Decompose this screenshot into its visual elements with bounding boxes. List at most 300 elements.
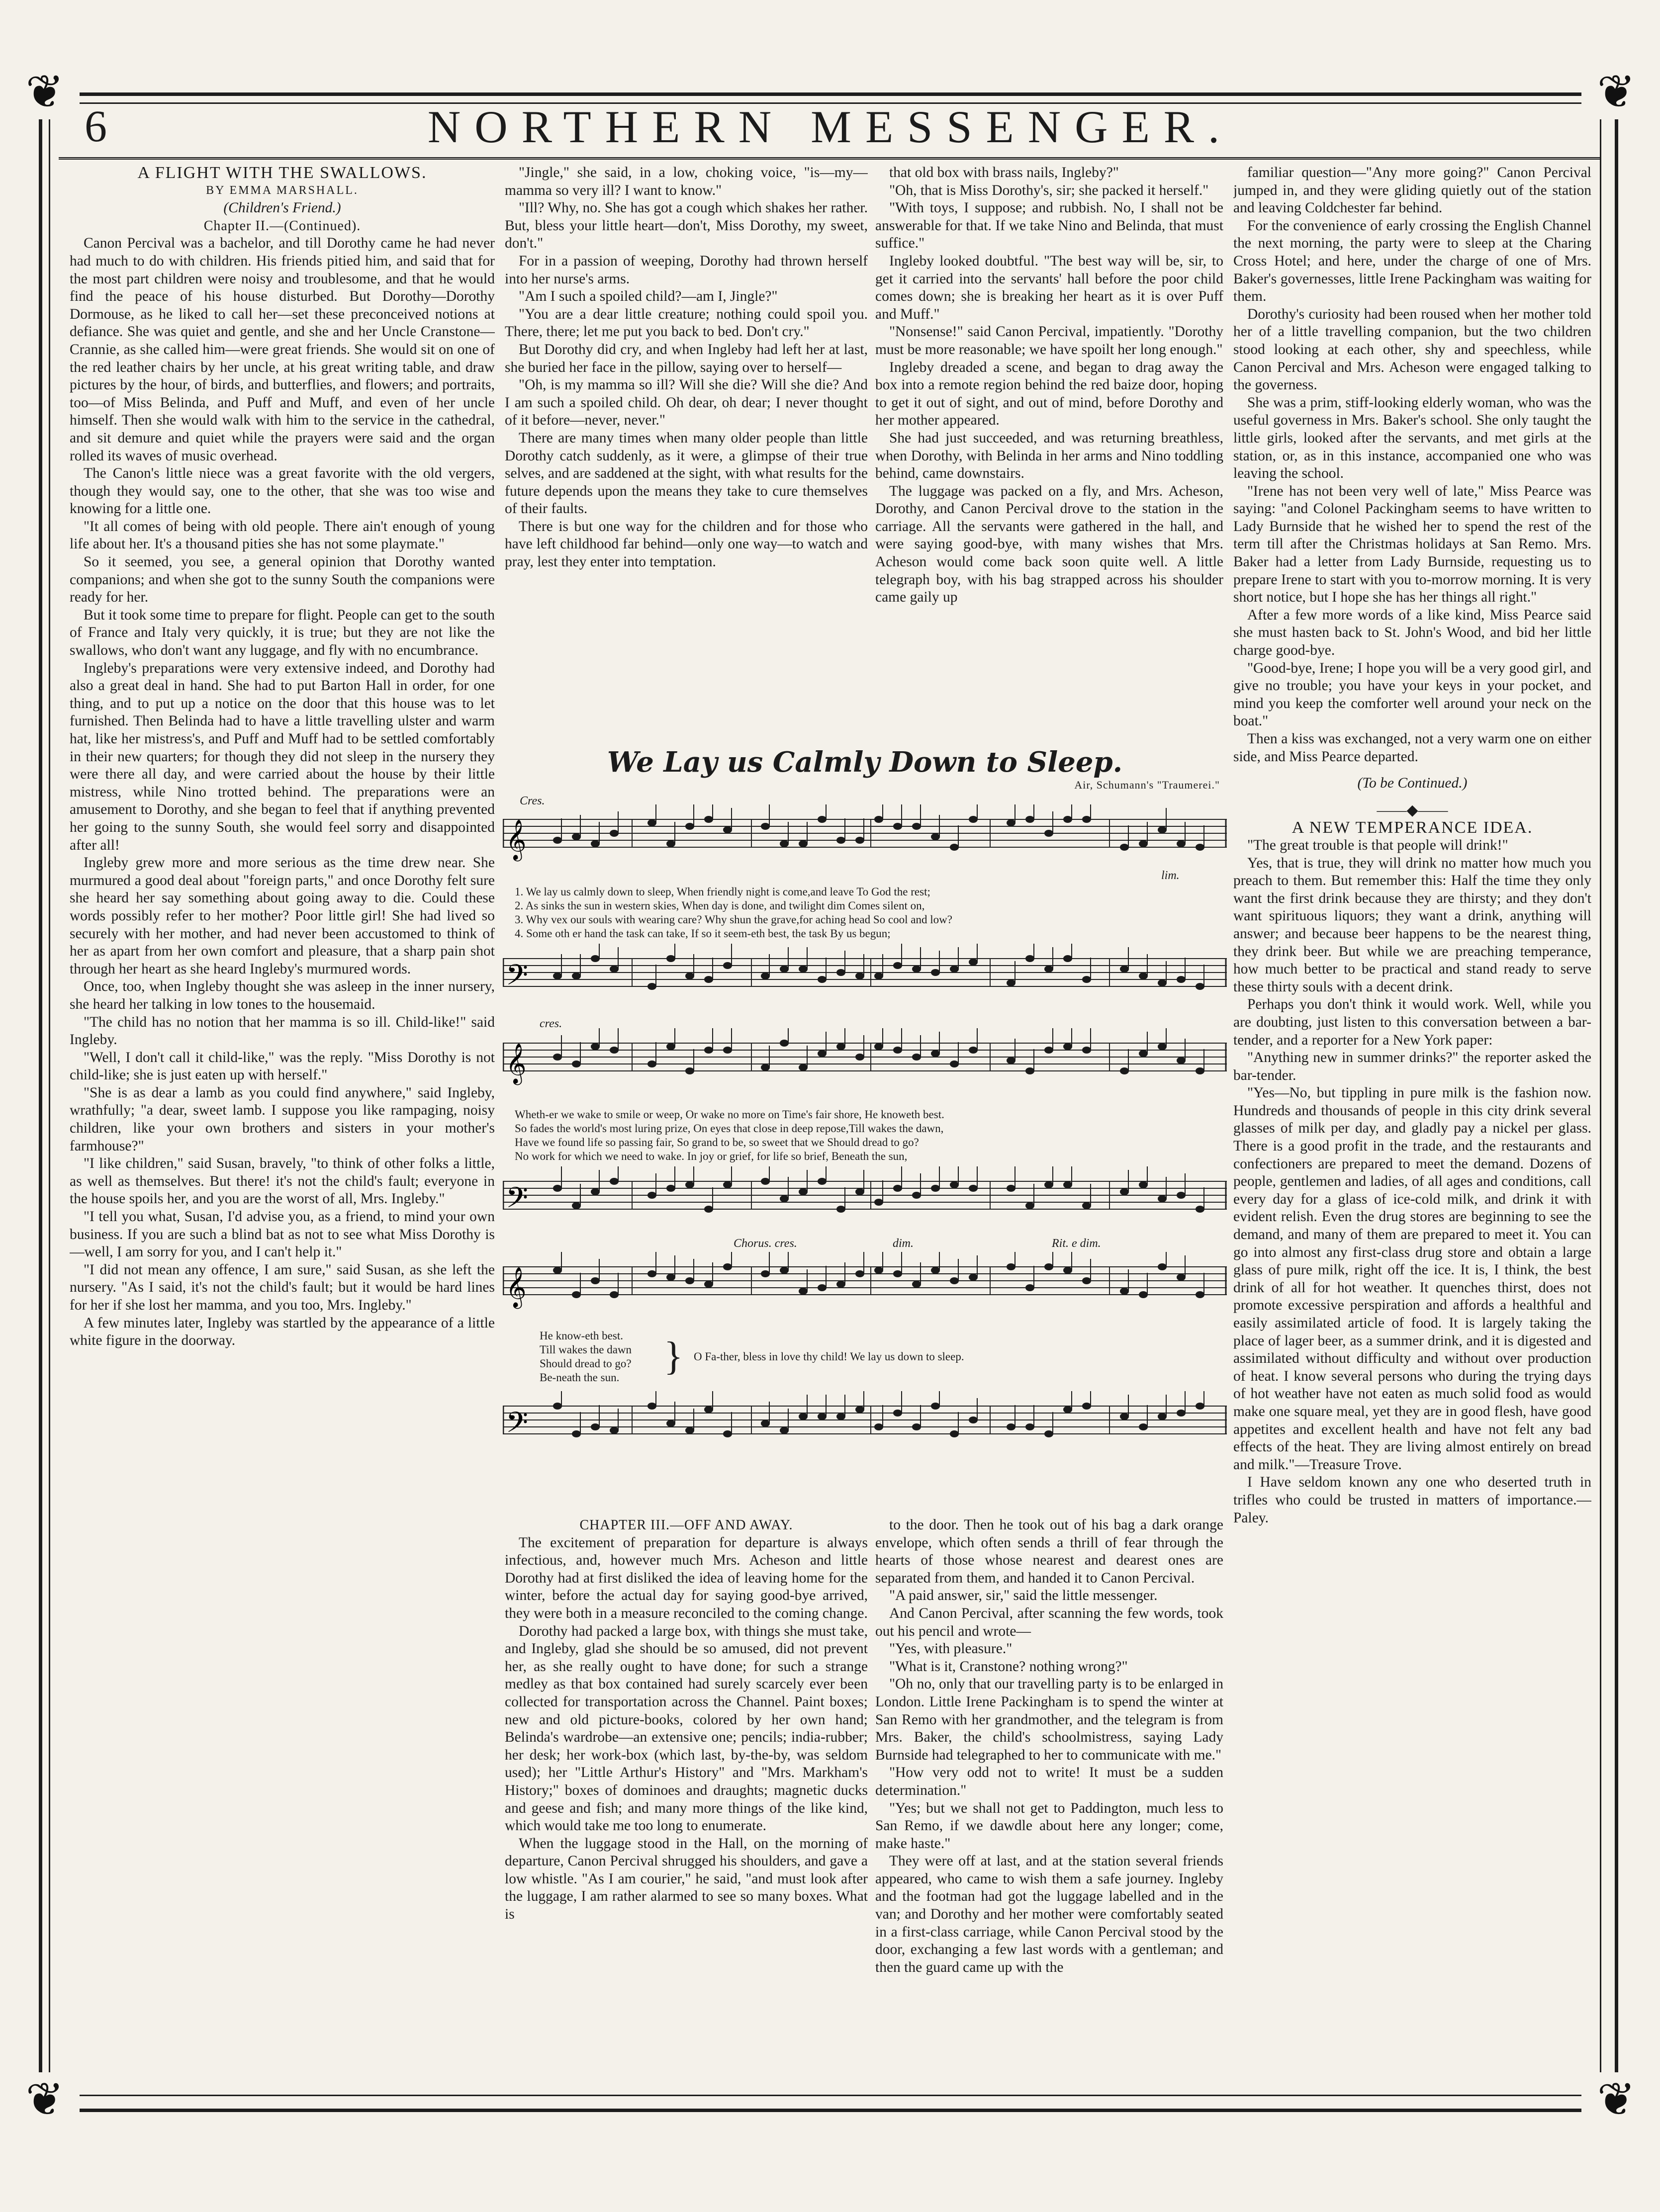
note-head: [855, 973, 864, 979]
chorus-line: Be-neath the sun.: [540, 1371, 620, 1384]
note-head: [818, 1284, 827, 1291]
note-head: [931, 1050, 940, 1057]
note-head: [1063, 1043, 1072, 1050]
dynamic-mark: Cres.: [520, 795, 545, 807]
note-head: [685, 1181, 694, 1188]
column-1-paragraphs: [70, 235, 495, 1349]
note-head: [893, 1185, 902, 1192]
note-head: [912, 1192, 921, 1199]
note-head: [553, 1403, 562, 1410]
paragraph: A few minutes later, Ingleby was startled by the appearance of a little white figure in the doorway.: [70, 1315, 495, 1349]
note-head: [591, 1043, 600, 1050]
column-3-top: [875, 164, 1223, 741]
clef-icon: 𝄞: [506, 1043, 527, 1083]
note-head: [1044, 1047, 1053, 1054]
staff-2: [503, 944, 1227, 1003]
paragraph: She had just succeeded, and was returning breathless, when Dorothy, with Belinda in her arms and Nino toddling behind, came downstairs.: [875, 430, 1223, 482]
note-head: [969, 959, 978, 966]
paragraph: Dorothy's curiosity had been roused when her mother told her of a little travelling companion, but the two children stood looking at each other, shy and speechless, while Canon Percival and Mrs. Acheson were engaged talking to the governess.: [1233, 306, 1591, 393]
paragraph: Ingleby dreaded a scene, and began to drag away the box into a remote region behind the red baize door, hoping to get it out of sight, and out of mind, before Dorothy and her mother appeared.: [875, 359, 1223, 429]
note-head: [893, 1410, 902, 1416]
dynamic-mark: Rit. e dim.: [1052, 1237, 1101, 1250]
note-head: [1063, 1181, 1072, 1188]
note-head: [666, 1274, 675, 1281]
paragraph: Ingleby grew more and more serious as the time drew near. She murmured a good deal about "foreign parts," and once Dorothy felt sure she heard her say something about going away to die. Could these words possibly refer to her mother? Poor little girl! She had lived so securely with her mother, and had never been accustomed to think of her as apart from her own comfort and pleasure, that a sharp pain shot through her heart as she heard Ingleby's murmured words.: [70, 855, 495, 977]
note-head: [780, 966, 789, 973]
note-head: [1158, 1043, 1167, 1050]
paragraph: "How very odd not to write! It must be a sudden determination.": [875, 1765, 1223, 1798]
paragraph: "Ill? Why, no. She has got a cough which shakes her rather. But, bless your little heart—don't, Miss Dorothy, my sweet, don't.": [505, 200, 868, 252]
note-head: [553, 1054, 562, 1061]
clef-icon: 𝄢: [506, 958, 529, 999]
note-head: [1007, 1263, 1015, 1270]
note-head: [893, 1270, 902, 1277]
paragraph: Ingleby's preparations were very extensive indeed, and Dorothy had also a great deal in hand. She had to put Barton Hall in order, for one thing, and to put up a notice on the door that this house was to let furnished. Then Belinda had to have a little travelling ulster and warm hat, like her mistress's, and Puff and Muff had to be settled comfortably in their new quarters; for though they did not sleep in the nursery they were there all day, and were carried about the house by their little mistress, while Nino trotted behind. The preparations were an amusement to Dorothy, and she began to feel that if anything prevented her going to the sunny South, she would feel sorry and disappointed after all!: [70, 660, 495, 853]
note-head: [1158, 1413, 1167, 1420]
note-head: [912, 1054, 921, 1061]
paragraph: "I did not mean any offence, I am sure," said Susan, as she left the nursery. "As I said, it's not the child's fault; but it would be hard lines for her if she lost her mamma, and you too, Mrs. Ingleby.": [70, 1261, 495, 1313]
note-head: [591, 1423, 600, 1430]
note-head: [1139, 1050, 1148, 1057]
paragraph: The luggage was packed on a fly, and Mrs. Acheson, Dorothy, and Canon Percival drove to the station in the carriage. All the servants were gathered in the hall, and were saying good-bye, with many wishes that Mrs. Acheson would come back soon quite well. A little telegraph boy, with his bag strapped across his shoulder came gaily up: [875, 483, 1223, 606]
verse-line: Wheth-er we wake to smile or weep, Or wake no more on Time's fair shore, He knoweth best.: [515, 1108, 944, 1121]
note-head: [1177, 1057, 1186, 1064]
paragraph: "Anything new in summer drinks?" the reporter asked the bar-tender.: [1233, 1050, 1591, 1083]
paragraph: "I like children," said Susan, bravely, "to think of other folks a little, as well as themselves. But there! it's not the child's fault; everyone in the house spoils her, and you are the worst of all, Mrs. Ingleby.": [70, 1155, 495, 1207]
note-head: [572, 833, 581, 840]
note-head: [836, 1413, 845, 1420]
brace-icon: }: [664, 1334, 683, 1378]
paragraph: The Canon's little niece was a great favorite with the old vergers, though they would say, one to the other, that she was too wise and knowing for a little one.: [70, 465, 495, 517]
paragraph: Canon Percival was a bachelor, and till Dorothy came he had never had much to do with children. His friends pitied him, and said that for the most part children were noisy and troublesome, and that he would find the peace of his house disturbed. But Dorothy—Dorothy Dormouse, as he liked to call her—set these preconceived notions at defiance. She was quiet and gentle, and she and her Uncle Cranstone—Crannie, as she called him—were great friends. She would sit on one of the red leather chairs by her uncle, at his great writing table, and draw pictures by the hour, of birds, and butterflies, and flowers; and portraits, too—of Miss Belinda, and Puff and Muff, and even of her uncle himself. Then she would walk with him to the service in the cathedral, and sit demure and quiet while the prayers were said and the organ rolled its waves of music overhead.: [70, 235, 495, 464]
note-head: [1120, 1413, 1129, 1420]
paragraph: "Well, I don't call it child-like," was the reply. "Miss Dorothy is not child-like; she is just eaten up with herself.": [70, 1049, 495, 1083]
note-head: [818, 1178, 827, 1185]
column-3-paragraphs: [875, 164, 1223, 607]
verse-line: 3. Why vex our souls with wearing care? Why shun the grave,for aching head So cool and low?: [515, 913, 952, 926]
note-head: [818, 1413, 827, 1420]
note-head: [874, 1267, 883, 1274]
note-head: [874, 1423, 883, 1430]
note-head: [893, 1047, 902, 1054]
paragraph: Then a kiss was exchanged, not a very warm one on either side, and Miss Pearce departed.: [1233, 731, 1591, 765]
note-head: [1025, 1067, 1034, 1074]
note-head: [610, 1291, 619, 1298]
note-head: [685, 823, 694, 830]
note-head: [1007, 979, 1015, 986]
chorus-line: He know-eth best.: [540, 1329, 623, 1342]
note-head: [647, 1270, 656, 1277]
verse-line: 1. We lay us calmly down to sleep, When friendly night is come,and leave To God the rest;: [515, 885, 930, 898]
note-head: [1139, 840, 1148, 847]
note-head: [761, 1270, 770, 1277]
column-2-paragraphs: [505, 164, 868, 571]
note-head: [723, 1430, 732, 1437]
paragraph: "Yes, with pleasure.": [889, 1641, 1013, 1657]
note-head: [950, 966, 959, 973]
note-head: [704, 976, 713, 983]
note-head: [553, 837, 562, 844]
note-head: [761, 1178, 770, 1185]
paragraph: Once, too, when Ingleby thought she was asleep in the inner nursery, she heard her talking in low tones to the housemaid.: [70, 978, 495, 1012]
paragraph: They were off at last, and at the station several friends appeared, who came to wish them a safe journey. Ingleby and the footman had got the luggage labelled and in the van; and Dorothy and her mother were comfortably seated in a first-class carriage, while Canon Percival stood by the door, exchanging a few last words with a gentleman; and then the guard came up with the: [875, 1853, 1223, 1975]
note-head: [704, 1047, 713, 1054]
note-head: [1196, 983, 1204, 990]
note-head: [1063, 955, 1072, 962]
clef-icon: 𝄢: [506, 1181, 529, 1222]
note-head: [685, 1277, 694, 1284]
note-head: [1007, 1423, 1015, 1430]
note-head: [1196, 1067, 1204, 1074]
corner-ornament-icon: ❦: [10, 65, 80, 119]
paragraph: And Canon Percival, after scanning the few words, took out his pencil and wrote—: [875, 1605, 1223, 1639]
note-head: [1082, 1277, 1091, 1284]
note-head: [647, 819, 656, 826]
note-head: [1025, 816, 1034, 823]
paragraph: "Irene has not been very well of late," Miss Pearce was saying: "and Colonel Packingham seems to have written to Lady Burnside that he wished her to spend the rest of the term till after the Christmas holidays at San Remo. Mrs. Baker had a letter from Lady Burnside, requesting us to prepare Irene to start with you to-morrow morning. It is very short notice, but I hope she has her things all right.": [1233, 483, 1591, 606]
note-head: [1063, 816, 1072, 823]
paragraph: "She is as dear a lamb as you could find anywhere," said Ingleby, wrathfully; "a dear, sweet lamb. I suppose you like rampaging, noisy children, like your own brothers and sisters in your mother's farmhouse?": [70, 1084, 495, 1154]
note-head: [836, 969, 845, 976]
dynamic-mark: lim.: [1161, 869, 1180, 882]
paragraph: For the convenience of early crossing the English Channel the next morning, the party were to sleep at the Charing Cross Hotel; and here, under the charge of one of Mrs. Baker's governesses, little Irene Packingham was waiting for them.: [1233, 217, 1591, 305]
note-head: [799, 1188, 808, 1195]
note-head: [780, 840, 789, 847]
note-head: [1025, 1284, 1034, 1291]
note-head: [912, 1423, 921, 1430]
note-head: [969, 1274, 978, 1281]
chorus-refrain: O Fa-ther, bless in love thy child! We lay us down to sleep.: [694, 1350, 964, 1363]
temperance-title: A NEW TEMPERANCE IDEA.: [1291, 818, 1533, 837]
sheet-music: [500, 745, 1230, 1514]
note-head: [893, 962, 902, 969]
note-head: [1177, 1192, 1186, 1199]
note-head: [572, 1202, 581, 1209]
note-head: [704, 1281, 713, 1288]
paragraph: "The great trouble is that people will drink!": [1247, 837, 1508, 853]
source: (Children's Friend.): [223, 200, 341, 216]
staff-6: [503, 1391, 1227, 1451]
note-head: [666, 955, 675, 962]
note-head: [855, 1054, 864, 1061]
note-head: [1139, 1423, 1148, 1430]
note-head: [666, 840, 675, 847]
paragraph: to the door. Then he took out of his bag a dark orange envelope, which often sends a thrill of fear through the hearts of those whose nearest and dearest ones are separated from them, and handed it to Canon Percival.: [875, 1517, 1223, 1586]
staff-5: [503, 1252, 1227, 1322]
note-head: [685, 973, 694, 979]
paragraph: So it seemed, you see, a general opinion that Dorothy wanted companions; and when she got to the sunny South the companions were ready for her.: [70, 554, 495, 606]
masthead: NORTHERN MESSENGER.: [427, 101, 1234, 152]
paragraph: "Oh, is my mamma so ill? Will she die? Will she die? And I am such a spoiled child. Oh dear, oh dear; I never thought of it before—never, never.": [505, 377, 868, 429]
dynamic-mark: cres.: [540, 1017, 562, 1030]
note-head: [704, 1406, 713, 1413]
paragraph: "I tell you what, Susan, I'd advise you, as a friend, to mind your own business. If you are such a blind bat as not to see what Miss Dorothy is—well, I am sorry for you, and I can't help it.": [70, 1209, 495, 1260]
paragraph: "A paid answer, sir," said the little messenger.: [889, 1588, 1158, 1604]
note-head: [1120, 1288, 1129, 1295]
note-head: [836, 1281, 845, 1288]
paragraph: "Oh no, only that our travelling party is to be enlarged in London. Little Irene Packingham is to spend the winter at San Remo with her grandmother, and the telegram is from Mrs. Baker, the child's schoolmistress, saying Lady Burnside had telegraphed to her to communicate with me.": [875, 1676, 1223, 1763]
note-head: [723, 1181, 732, 1188]
note-head: [1082, 816, 1091, 823]
note-head: [1063, 1267, 1072, 1274]
clef-icon: 𝄢: [506, 1406, 529, 1446]
note-head: [572, 1430, 581, 1437]
note-head: [1082, 1403, 1091, 1410]
paragraph: "With toys, I suppose; and rubbish. No, I shall not be answerable for that. If we take Nino and Belinda, that must suffice.": [875, 200, 1223, 252]
note-head: [855, 1270, 864, 1277]
note-head: [874, 1043, 883, 1050]
column-2-top: [505, 164, 868, 741]
note-head: [1044, 830, 1053, 837]
chorus-line: Till wakes the dawn: [540, 1343, 632, 1356]
note-head: [1082, 1047, 1091, 1054]
note-head: [799, 840, 808, 847]
note-head: [1007, 1057, 1015, 1064]
note-head: [1120, 844, 1129, 851]
note-head: [931, 1185, 940, 1192]
note-head: [969, 816, 978, 823]
note-head: [950, 1277, 959, 1284]
column-3-bottom: [875, 1516, 1223, 2068]
note-head: [685, 1427, 694, 1434]
continued-note: (To be Continued.): [1357, 775, 1468, 792]
note-head: [704, 816, 713, 823]
note-head: [950, 844, 959, 851]
note-head: [931, 1267, 940, 1274]
paragraph: "It all comes of being with old people. There ain't enough of young life about her. It's a thousand pities she has not some playmate.": [70, 518, 495, 552]
note-head: [1120, 966, 1129, 973]
note-head: [1044, 1263, 1053, 1270]
note-head: [704, 1206, 713, 1213]
note-head: [950, 1430, 959, 1437]
note-head: [1120, 1067, 1129, 1074]
paragraph: Dorothy had packed a large box, with things she must take, and Ingleby, glad she should be so amused, did not prevent her, as she really ought to have done; for such a strange medley as that box contained had surely scarcely ever been collected for transportation across the Channel. Paint boxes; new and old picture-books, colored by her own hand; Belinda's wardrobe—an extensive one; pencils; india-rubber; her desk; her work-box (which last, by-the-by, was seldom used); her "Little Arthur's History" and "Mrs. Markham's History;" boxes of dominoes and draughts; magnetic ducks and geese and fish; and many more things of the like kind, which would take me too long to enumerate.: [505, 1623, 868, 1834]
note-head: [591, 1188, 600, 1195]
corner-ornament-icon: ❦: [1581, 65, 1651, 119]
note-head: [553, 1267, 562, 1274]
note-head: [1196, 1403, 1204, 1410]
note-head: [1158, 1195, 1167, 1202]
note-head: [610, 1047, 619, 1054]
note-head: [799, 1064, 808, 1071]
song-title: We Lay us Calmly Down to Sleep.: [607, 746, 1123, 779]
note-head: [610, 830, 619, 837]
column-4: [1233, 164, 1591, 2068]
note-head: [723, 826, 732, 833]
note-head: [799, 1413, 808, 1420]
note-head: [1139, 1291, 1148, 1298]
staff-3: [503, 1028, 1227, 1098]
corner-ornament-icon: ❦: [10, 2072, 80, 2127]
note-head: [1120, 1188, 1129, 1195]
note-head: [912, 823, 921, 830]
note-head: [1177, 1274, 1186, 1281]
note-head: [553, 973, 562, 979]
note-head: [1044, 966, 1053, 973]
paragraph: "Yes; but we shall not get to Paddington, much less to San Remo, if we dawdle about here any longer; come, make haste.": [875, 1800, 1223, 1852]
column-1: [70, 164, 495, 2068]
dynamic-mark: Chorus. cres.: [734, 1237, 797, 1250]
note-head: [723, 1263, 732, 1270]
note-head: [1177, 1410, 1186, 1416]
note-head: [1082, 1202, 1091, 1209]
note-head: [799, 966, 808, 973]
note-head: [912, 966, 921, 973]
note-head: [1139, 973, 1148, 979]
corner-ornament-icon: ❦: [1581, 2072, 1651, 2127]
note-head: [647, 1192, 656, 1199]
paragraph: Ingleby looked doubtful. "The best way will be, sir, to get it carried into the servants' hall before the poor child comes down; she is breaking her heart as it is over Puff and Muff.": [875, 253, 1223, 322]
temperance-paragraphs: [1233, 837, 1591, 1527]
note-head: [761, 1064, 770, 1071]
note-head: [647, 983, 656, 990]
paragraph: The excitement of preparation for departure is always infectious, and, however much Mrs. Acheson and little Dorothy had at first disliked the idea of leaving home for the winter, before the actual day for saying good-bye arrived, they were both in a measure reconciled to the coming change.: [505, 1534, 868, 1621]
note-head: [572, 1291, 581, 1298]
column-3b-paragraphs: [875, 1516, 1223, 1976]
note-head: [1196, 1206, 1204, 1213]
note-head: [818, 1050, 827, 1057]
paragraph: There is but one way for the children and for those who have left childhood far behind—only one way—to watch and pray, lest they enter into temptation.: [505, 518, 868, 570]
note-head: [1158, 979, 1167, 986]
note-head: [572, 973, 581, 979]
page-header: [65, 99, 1596, 154]
note-head: [1025, 1202, 1034, 1209]
paragraph: I Have seldom known any one who deserted truth in trifles who could be trusted in matters of importance.—Paley.: [1233, 1474, 1591, 1526]
staff-4: [503, 1166, 1227, 1226]
paragraph: There are many times when many older people than little Dorothy catch suddenly, as it were, a glimpse of their true selves, and are saddened at the sight, with what results for the future depends upon the means they take to cure themselves of their faults.: [505, 430, 868, 517]
note-head: [1007, 1185, 1015, 1192]
paragraph: After a few more words of a like kind, Miss Pearce said she must hasten back to St. John's Wood, and bid her little charge good-bye.: [1233, 607, 1591, 659]
dynamic-mark: dim.: [893, 1237, 914, 1250]
note-head: [931, 969, 940, 976]
paragraph: She was a prim, stiff-looking elderly woman, who was the useful governess in Mrs. Baker's school. She only taught the little girls, looked after the servants, and met girls at the station, or, as in this instance, accompanied one who was leaving the school.: [1233, 394, 1591, 482]
paragraph: "What is it, Cranstone? nothing wrong?": [889, 1658, 1128, 1675]
note-head: [969, 1416, 978, 1423]
note-head: [950, 1181, 959, 1188]
paragraph: Yes, that is true, they will drink no matter how much you preach to them. But remember this: Half the time they only want the first drink because they are thirsty; and they don't want spirituous liquors; they want a drink, anything will answer; and because beer happens to be the nearest thing, they drink beer. But while we are preaching temperance, how much better to be practical and stand ready to serve these thirty souls with a decent drink.: [1233, 855, 1591, 995]
paragraph: familiar question—"Any more going?" Canon Percival jumped in, and they were gliding quietly out of the station and leaving Coldchester far behind.: [1233, 165, 1591, 216]
note-head: [723, 1047, 732, 1054]
chapter-heading: CHAPTER III.—OFF AND AWAY.: [579, 1517, 793, 1533]
note-head: [685, 1067, 694, 1074]
note-head: [647, 1061, 656, 1067]
page-number: 6: [85, 102, 107, 151]
note-head: [591, 840, 600, 847]
paragraph: "Good-bye, Irene; I hope you will be a very good girl, and give no trouble; you have your keys in your pocket, and mind you keep the comforter well around your neck on the boat.": [1233, 660, 1591, 729]
note-head: [818, 816, 827, 823]
column-4-paragraphs: [1233, 164, 1591, 766]
note-head: [610, 1178, 619, 1185]
note-head: [1158, 826, 1167, 833]
note-head: [647, 1403, 656, 1410]
note-head: [780, 1427, 789, 1434]
note-head: [761, 973, 770, 979]
staff-1: [503, 804, 1227, 874]
note-head: [855, 1406, 864, 1413]
verse-line: So fades the world's most luring prize, On eyes that close in deep repose,Till wakes the dawn,: [515, 1122, 944, 1135]
paragraph: When the luggage stood in the Hall, on the morning of departure, Canon Percival shrugged his shoulders, and gave a low whistle. "As I am courier," he said, "and must look after the luggage, I am rather alarmed to see so many boxes. What is: [505, 1835, 868, 1923]
note-head: [553, 1185, 562, 1192]
paragraph: that old box with brass nails, Ingleby?": [889, 165, 1119, 180]
paragraph: "Oh, that is Miss Dorothy's, sir; she packed it herself.": [889, 182, 1209, 198]
verse-line: 4. Some oth er hand the task can take, If so it seem-eth best, the task By us begun;: [515, 927, 891, 940]
note-head: [1007, 819, 1015, 826]
note-head: [1025, 955, 1034, 962]
article-title: A FLIGHT WITH THE SWALLOWS.: [137, 164, 427, 182]
header-rule: [59, 157, 1601, 160]
note-head: [761, 823, 770, 830]
note-head: [855, 1188, 864, 1195]
note-head: [591, 955, 600, 962]
column-2-bottom: [505, 1516, 868, 2068]
paragraph: "Jingle," she said, in a low, choking voice, "is—my—mamma so very ill? I want to know.": [505, 165, 868, 198]
note-head: [1063, 1406, 1072, 1413]
note-head: [1139, 1181, 1148, 1188]
note-head: [1177, 840, 1186, 847]
note-head: [931, 833, 940, 840]
note-head: [836, 1043, 845, 1050]
note-head: [874, 1199, 883, 1206]
note-head: [780, 1040, 789, 1047]
note-head: [874, 973, 883, 979]
note-head: [836, 837, 845, 844]
note-head: [610, 966, 619, 973]
chapter-heading: Chapter II.—(Continued).: [203, 218, 361, 234]
note-head: [610, 1427, 619, 1434]
paragraph: For in a passion of weeping, Dorothy had thrown herself into her nurse's arms.: [505, 253, 868, 287]
note-head: [780, 1267, 789, 1274]
song-air: Air, Schumann's "Traumerei.": [1074, 779, 1220, 791]
paragraph: But Dorothy did cry, and when Ingleby had left her at last, she buried her face in the pillow, saying over to herself—: [505, 341, 868, 375]
verse-line: 2. As sinks the sun in western skies, When day is done, and twilight dim Comes silent on,: [515, 899, 925, 912]
note-head: [780, 1195, 789, 1202]
note-head: [1196, 1291, 1204, 1298]
paragraph: "Yes—No, but tippling in pure milk is the fashion now. Hundreds and thousands of people in this city drink several glasses of milk per day, and gladly pay a nickel per glass. There is a good profit in the trade, and the restaurants and confectioners are prepared to meet the demand. Dozens of people, gentlemen and ladies, of all ages and conditions, call every day for a glass of ice-cold milk, and drink it with evident relish. Even the drug stores are beginning to see the demand, and many of them are prepared to meet it. You can go into almost any first-class drug store and obtain a large glass of pure milk, right off the ice. It is, I think, the best drink of all for hot weather. It quenches thirst, does not promote excessive perspiration and affords a healthful and easily assimilated article of food. It is largely taking the place of lager beer, as a summer drink, and it is digested and assimilated without difficulty and without over production of heat. I know several persons who during the trying days of hot weather have not eaten as much solid food as would make one square meal, yet they are in good flesh, have good appetites and excellent health and have not felt any bad effects of the heat. They are living almost entirely on bread and milk."—Treasure Trove.: [1233, 1085, 1591, 1473]
note-head: [1196, 844, 1204, 851]
note-head: [666, 1420, 675, 1427]
paragraph: But it took some time to prepare for flight. People can get to the south of France and Italy very quickly, it is true; but they are not like the swallows, who don't want any luggage, and fly with no encumbrance.: [70, 607, 495, 659]
note-head: [874, 816, 883, 823]
note-head: [1158, 1263, 1167, 1270]
note-head: [1177, 976, 1186, 983]
note-head: [1044, 1181, 1053, 1188]
note-head: [1044, 1430, 1053, 1437]
note-head: [836, 1206, 845, 1213]
verse-line: Have we found life so passing fair, So grand to be, so sweet that we Should dread to go?: [515, 1136, 919, 1149]
note-head: [912, 1281, 921, 1288]
note-head: [572, 1061, 581, 1067]
note-head: [931, 1403, 940, 1410]
paragraph: "Am I such a spoiled child?—am I, Jingle?": [519, 288, 778, 305]
note-head: [799, 1288, 808, 1295]
divider: ——◆——: [1377, 801, 1448, 818]
note-head: [761, 1420, 770, 1427]
note-head: [666, 1043, 675, 1050]
verse-line: No work for which we need to wake. In joy or grief, for life so brief, Beneath the sun,: [515, 1150, 908, 1162]
byline: BY EMMA MARSHALL.: [206, 183, 359, 197]
note-head: [723, 962, 732, 969]
note-head: [893, 823, 902, 830]
clef-icon: 𝄞: [506, 819, 527, 860]
note-head: [1025, 1423, 1034, 1430]
note-head: [1082, 976, 1091, 983]
clef-icon: 𝄞: [506, 1266, 527, 1307]
note-head: [969, 1185, 978, 1192]
paragraph: "You are a dear little creature; nothing could spoil you. There, there; let me put you back to bed. Don't cry.": [505, 306, 868, 340]
paragraph: "The child has no notion that her mamma is so ill. Child-like!" said Ingleby.: [70, 1014, 495, 1048]
chorus-line: Should dread to go?: [540, 1357, 632, 1370]
note-head: [855, 837, 864, 844]
